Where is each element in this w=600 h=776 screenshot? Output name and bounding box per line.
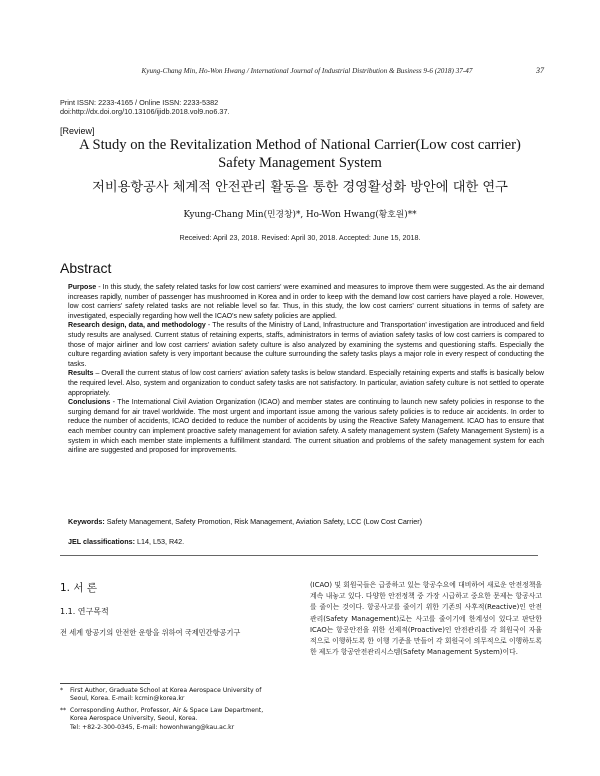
- abstract-divider: [60, 555, 538, 556]
- abstract-heading: Abstract: [60, 260, 112, 276]
- abstract-research-design: [68, 321, 544, 369]
- abstract-conclusions: [68, 398, 544, 456]
- results-text: – Overall the current status of low cost carriers' aviation safety tasks is below standard. Especially retaining experts and staffs is basically below the required level. Also, system and organization to conduct safety tasks are not satisfactory. In particular, aviation safety culture is not settled to operate appropriately.: [68, 370, 544, 397]
- issn-line: Print ISSN: 2233-4165 / Online ISSN: 2233-5382: [60, 98, 219, 107]
- research-label: Research design, data, and methodology: [68, 322, 206, 330]
- page-number: 37: [536, 66, 544, 75]
- conclusions-label: Conclusions: [68, 399, 111, 407]
- footnote-corresponding-author: [60, 707, 300, 732]
- running-header: Kyung-Chang Min, Ho-Won Hwang / International Journal of Industrial Distribution & Business 9-6 (2018) 37-47: [141, 67, 473, 75]
- footnote-text: [70, 687, 300, 704]
- purpose-text: - In this study, the safety related tasks for low cost carriers' were examined and measures to improve them were suggested. As the air demand increases rapidly, number of passenger has mushroomed in Korea and in order to keep with the demand low cost carriers have played a role. However, low cost carriers' safety related tasks are not reliable level so far. Thus, in this study, the low cost carriers' current situations in terms of safety are investigated, especially regarding how well the ICAO's new safety policies are applied.: [68, 284, 544, 320]
- footnote-mark: **: [60, 706, 67, 714]
- subsection-heading: 1.1. 연구목적: [60, 607, 109, 616]
- keywords-line: [68, 517, 544, 526]
- abstract-results: [68, 369, 544, 398]
- right-column-paragraph: (ICAO) 및 회원국들은 급증하고 있는 항공수요에 대비하여 새로운 안전정책을 계속 내놓고 있다. 다양한 안전정책 중 가장 시급하고 중요한 문제는 항공사고를 줄이는 것이다. 항공사고를 줄이기 위한 기존의 사후적(Reactive)인 안전관리(Safety Management)로는 사고를 줄이기에 한계성이 있다고 판단한 ICAO는 항공안전을 위한 선제적(Proactive)인 안전관리를 각 회원국이 자율적으로 이행하도록 한 이행 기준을 만들어 각 회원국이 의무적으로 이행하도록 한 제도가 항공안전관리시스템(Safety Management System)이다.: [310, 581, 542, 657]
- section-heading: 1. 서 론: [60, 582, 97, 594]
- english-title-line1: A Study on the Revitalization Method of National Carrier(Low cost carrier): [79, 137, 521, 153]
- jel-text: L14, L53, R42.: [134, 537, 185, 546]
- footnotes: [60, 687, 300, 732]
- results-label: Results: [68, 370, 94, 378]
- submission-dates: Received: April 23, 2018. Revised: April 30, 2018. Accepted: June 15, 2018.: [179, 233, 421, 242]
- english-title-line2: Safety Management System: [218, 154, 382, 171]
- conclusions-text: - The International Civil Aviation Organization (ICAO) and member states are continuing to launch new safety policies in response to the surging demand for air travel worldwide. The most urgent and important issue among the various safety policies is to reduce air accidents. In order to reduce the number of accidents, ICAO decided to reduce the number of accidents by using the Reactive Safety Management. ICAO has to ensure that each member country can implement proactive safety management for aviation safety. A safety management system (Safety Management System) is a system in which each member state implements a fulfillment standard. The current situation and problems of the safety management system for each airline are suggested and proposed for improvements.: [68, 399, 544, 455]
- footnote-line: Korea Aerospace University, Seoul, Korea.: [70, 715, 198, 723]
- jel-label: JEL classifications:: [68, 537, 135, 546]
- footnote-line: First Author, Graduate School at Korea Aerospace University of: [70, 687, 262, 694]
- purpose-label: Purpose: [68, 284, 97, 291]
- footnote-divider: [60, 683, 150, 684]
- footnote-line: Corresponding Author, Professor, Air & Space Law Department,: [70, 706, 264, 714]
- jel-line: [68, 537, 544, 546]
- left-column-paragraph: 전 세계 항공기의 안전한 운항을 위하여 국제민간항공기구: [60, 628, 241, 637]
- abstract-purpose: [68, 283, 544, 321]
- korean-title: 저비용항공사 체계적 안전관리 활동을 통한 경영활성화 방안에 대한 연구: [92, 180, 508, 195]
- english-title: [40, 137, 560, 172]
- doi-line: doi:http://dx.doi.org/10.13106/ijidb.2018.vol9.no6.37.: [60, 107, 230, 116]
- abstract-body: [68, 283, 544, 456]
- keywords-label: Keywords:: [68, 517, 105, 526]
- publication-info: [60, 98, 230, 116]
- keywords-text: Safety Management, Safety Promotion, Risk Management, Aviation Safety, LCC (Low Cost Carrier): [104, 517, 423, 526]
- footnote-first-author: [60, 687, 300, 704]
- research-text: - The results of the Ministry of Land, Infrastructure and Transportation' investigation are introduced and field study results are analysed. Current status of retaining experts, staffs, administrators in terms of aviation safety tasks of low cost carriers is compared to those of major airliner and low cost carriers' aviation safety culture is also analyzed by examining the systems and questioning staffs. Especially the culture regarding aviation safety is very important because the culture surrounding the safety tasks plays a major role in every respect of conducting the tasks.: [68, 322, 544, 368]
- article-type: [Review]: [60, 126, 95, 136]
- footnote-line: Tel: +82-2-300-0345, E-mail: howonhwang@kau.ac.kr: [70, 723, 235, 731]
- author-line: Kyung-Chang Min(민경창)*, Ho-Won Hwang(황호원)**: [183, 210, 417, 220]
- footnote-text: [70, 707, 300, 732]
- footnote-line: Seoul, Korea. E-mail: kcmin@korea.kr: [70, 695, 185, 703]
- footnote-mark: *: [60, 687, 64, 694]
